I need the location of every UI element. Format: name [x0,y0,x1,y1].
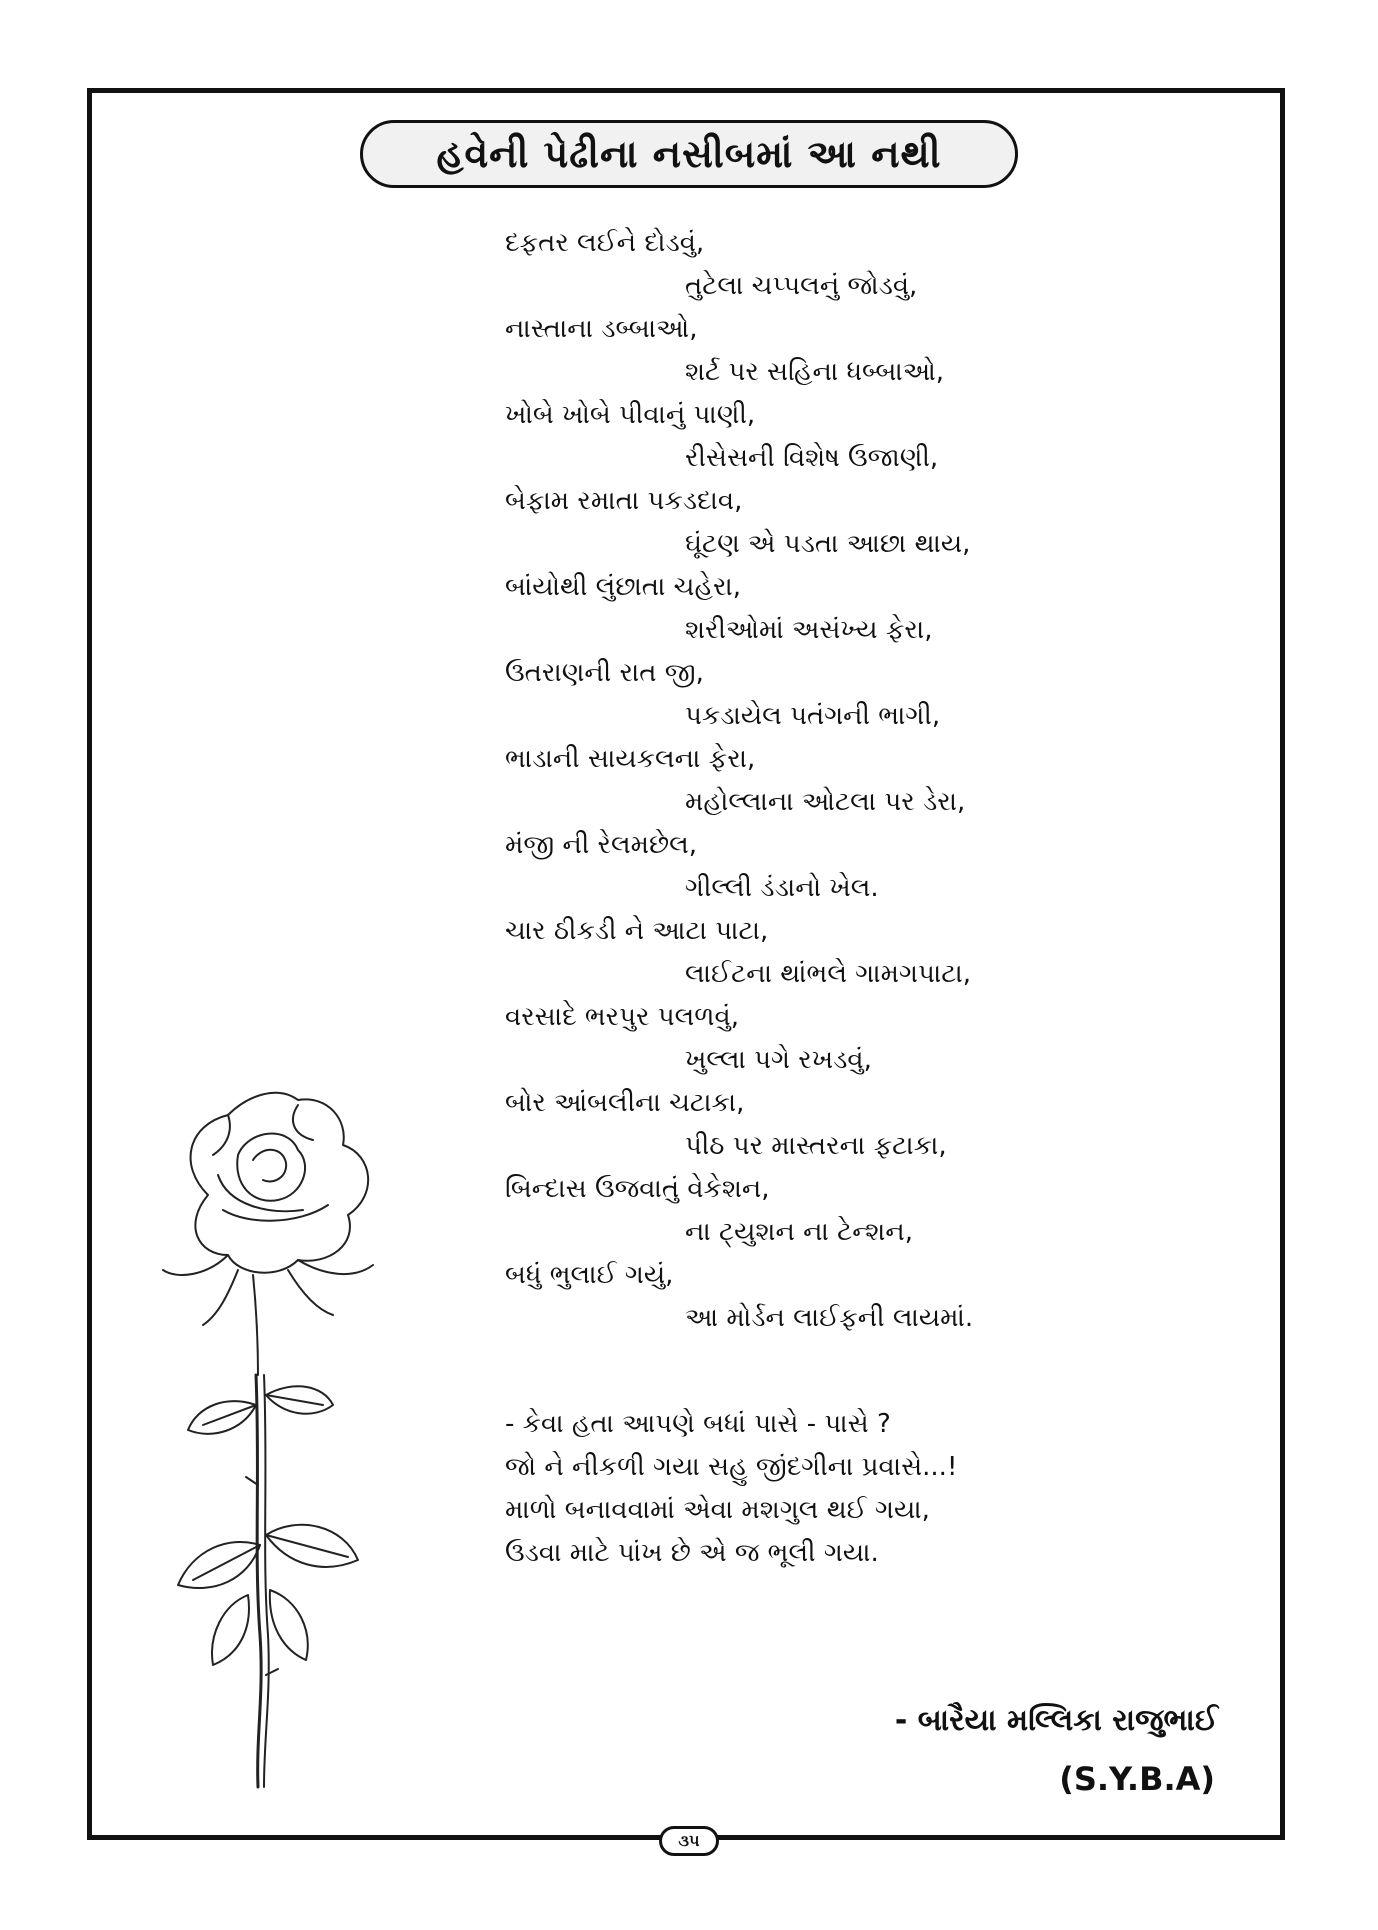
poem-line: વરસાદે ભરપુર પલળવું, [505,1002,739,1032]
page-number-badge [659,1826,719,1856]
poem-line: ભાડાની સાયકલના ફેરા, [505,744,756,774]
rose-illustration-icon [128,1075,418,1795]
poem-line: બધું ભુલાઈ ગયું, [505,1260,674,1290]
poem-line: ગીલ્લી ડંડાનો ખેલ. [685,873,879,903]
poem-line: દફતર લઈને દોડવું, [505,228,705,258]
stanza-line: ઉડવા માટે પાંખ છે એ જ ભૂલી ગયા. [505,1538,879,1568]
poem-line: ઉતરાણની રાત જી, [505,658,704,688]
page-title: હવેની પેઢીના નસીબમાં આ નથી [436,131,942,176]
poem-line: ઘૂંટણ એ પડતા આછા થાય, [685,529,971,559]
page-number: ૩૫ [678,1831,700,1850]
poem-line: મંજી ની રેલમછેલ, [505,830,698,860]
poem-body [505,222,1065,1340]
poem-line: શરીઓમાં અસંખ્ય ફેરા, [685,615,933,645]
poem-line: ના ટ્યુશન ના ટેન્શન, [685,1217,913,1247]
poem-line: બિન્દાસ ઉજવાતું વેકેશન, [505,1174,770,1204]
poem-line: શર્ટ પર સહિના ધબ્બાઓ, [685,357,945,387]
poem-line: લાઈટના થાંભલે ગામગપાટા, [685,959,971,989]
poem-line: ચાર ઠીકડી ને આટા પાટા, [505,916,769,946]
poem-line: મહોલ્લાના ઓટલા પર ડેરા, [685,787,966,817]
stanza-line: જો ને નીકળી ગયા સહુ જીંદગીના પ્રવાસે...! [505,1452,958,1482]
author-name: - બારૈયા મલ્લિકા રાજુભાઈ [894,1703,1218,1738]
poem-line: તુટેલા ચપ્પલનું જોડવું, [685,271,918,301]
stanza-line: - કેવા હતા આપણે બધાં પાસે - પાસે ? [505,1409,891,1439]
poem-line: ખુલ્લા પગે રખડવું, [685,1045,872,1075]
closing-stanza [505,1403,1065,1575]
poem-line: પીઠ પર માસ્તરના ફટાકા, [685,1131,947,1161]
poem-line: નાસ્તાના ડબ્બાઓ, [505,314,698,344]
author-class: (S.Y.B.A) [1059,1760,1215,1798]
poem-line: પકડાયેલ પતંગની ભાગી, [685,701,941,731]
poem-line: બાંયોથી લુંછાતા ચહેરા, [505,572,742,602]
poem-line: બેફામ રમાતા પકડદાવ, [505,486,743,516]
stanza-line: માળો બનાવવામાં એવા મશગુલ થઈ ગયા, [505,1495,930,1525]
poem-line: બોર આંબલીના ચટાકા, [505,1088,745,1118]
poem-line: આ મોર્ડન લાઈફની લાયમાં. [685,1303,974,1333]
title-banner [360,120,1018,188]
poem-line: રીસેસની વિશેષ ઉજાણી, [685,443,939,473]
poem-line: ખોબે ખોબે પીવાનું પાણી, [505,400,756,430]
